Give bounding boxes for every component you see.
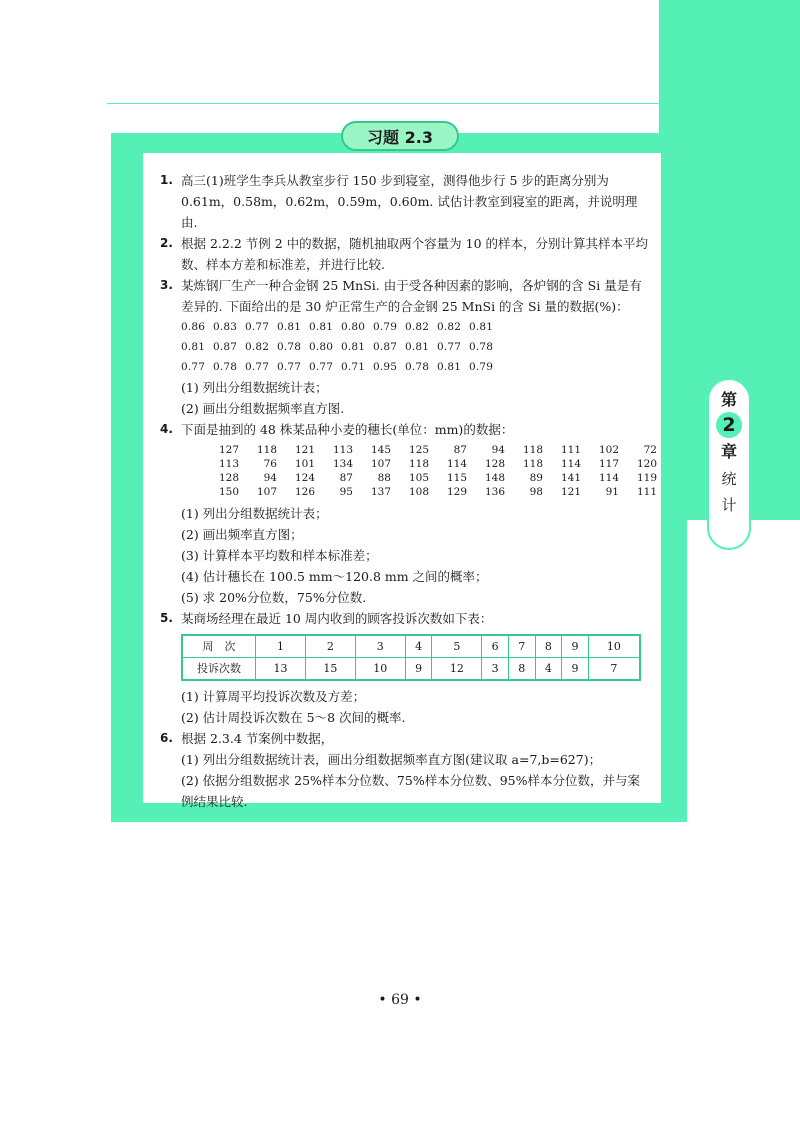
data-row (201, 443, 657, 457)
data-cell: 87 (453, 444, 467, 456)
table-cell: 2 (305, 635, 355, 658)
data-row (201, 485, 657, 499)
table-cell: 15 (305, 658, 355, 681)
data-cell: 0.81 (341, 341, 366, 353)
chapter-title: 统 计 (721, 470, 737, 514)
data-cell: 124 (294, 472, 315, 484)
data-cell: 76 (263, 458, 277, 470)
table-row (182, 635, 640, 658)
data-cell: 0.78 (213, 361, 238, 373)
data-cell: 0.81 (277, 321, 302, 333)
data-cell: 141 (560, 472, 581, 484)
data-cell: 137 (370, 486, 391, 498)
data-cell: 0.79 (373, 321, 398, 333)
table-cell: 3 (355, 635, 405, 658)
data-cell: 0.77 (437, 341, 462, 353)
question-text: 下面是抽到的 48 株某品种小麦的穗长(单位：mm)的数据： (181, 422, 514, 437)
data-row (201, 457, 657, 471)
table-cell: 12 (432, 658, 482, 681)
data-row (201, 471, 657, 485)
data-cell: 125 (408, 444, 429, 456)
sub-question: (2) 依据分组数据求 25%样本分位数、75%样本分位数、95%样本分位数，并与案例结果比较. (181, 773, 641, 809)
data-cell: 0.77 (245, 321, 270, 333)
data-cell: 87 (339, 472, 353, 484)
chapter-badge (707, 378, 751, 550)
question-number: 2. (160, 236, 173, 250)
data-cell: 0.82 (405, 321, 430, 333)
top-rule (107, 103, 687, 104)
data-cell: 94 (491, 444, 505, 456)
question-4 (160, 419, 657, 608)
sub-question: (2) 估计周投诉次数在 5～8 次间的概率. (181, 710, 406, 725)
data-row (181, 317, 650, 337)
si-content-data (181, 317, 650, 377)
sub-question: (4) 估计穗长在 100.5 mm～120.8 mm 之间的概率； (181, 569, 488, 584)
data-cell: 120 (636, 458, 657, 470)
chapter-label-bottom: 章 (720, 442, 737, 461)
data-cell: 101 (294, 458, 315, 470)
data-cell: 105 (408, 472, 429, 484)
data-cell: 136 (484, 486, 505, 498)
complaints-table (181, 634, 641, 681)
data-cell: 118 (408, 458, 429, 470)
data-cell: 114 (560, 458, 581, 470)
question-3 (160, 275, 650, 419)
chapter-number: 2 (716, 412, 742, 438)
data-cell: 107 (256, 486, 277, 498)
data-cell: 0.95 (373, 361, 398, 373)
question-number: 4. (160, 422, 173, 436)
table-cell: 9 (562, 658, 589, 681)
question-6 (160, 728, 650, 812)
data-cell: 88 (377, 472, 391, 484)
data-cell: 114 (446, 458, 467, 470)
question-text: 某商场经理在最近 10 周内收到的顾客投诉次数如下表： (181, 611, 493, 626)
data-cell: 150 (218, 486, 239, 498)
data-cell: 117 (598, 458, 619, 470)
data-cell: 0.82 (245, 341, 270, 353)
data-cell: 145 (370, 444, 391, 456)
data-cell: 95 (339, 486, 353, 498)
table-cell: 8 (508, 658, 535, 681)
data-cell: 98 (529, 486, 543, 498)
data-cell: 127 (218, 444, 239, 456)
data-cell: 72 (643, 444, 657, 456)
data-cell: 114 (598, 472, 619, 484)
data-cell: 108 (408, 486, 429, 498)
sub-question: (1) 列出分组数据统计表，画出分组数据频率直方图(建议取 a=7,b=627)； (181, 752, 602, 767)
data-cell: 0.83 (213, 321, 238, 333)
data-cell: 0.81 (181, 341, 206, 353)
data-row (181, 357, 650, 377)
question-text: 根据 2.3.4 节案例中数据， (181, 731, 334, 746)
data-cell: 118 (522, 458, 543, 470)
data-cell: 0.77 (245, 361, 270, 373)
exercise-title: 习题 2.3 (341, 121, 459, 151)
data-cell: 121 (560, 486, 581, 498)
sub-question: (1) 列出分组数据统计表； (181, 506, 328, 521)
table-cell: 10 (588, 635, 640, 658)
data-cell: 118 (522, 444, 543, 456)
sub-question: (1) 计算周平均投诉次数及方差； (181, 689, 366, 704)
sub-question: (5) 求 20%分位数，75%分位数. (181, 590, 367, 605)
data-cell: 0.81 (309, 321, 334, 333)
data-cell: 118 (256, 444, 277, 456)
data-cell: 0.86 (181, 321, 206, 333)
question-number: 6. (160, 731, 173, 745)
question-text: 根据 2.2.2 节例 2 中的数据，随机抽取两个容量为 10 的样本，分别计算其样本平均数、样本方差和标准差，并进行比较. (181, 236, 649, 272)
data-cell: 0.80 (341, 321, 366, 333)
data-cell: 0.78 (405, 361, 430, 373)
question-5 (160, 608, 650, 728)
data-cell: 128 (484, 458, 505, 470)
table-cell: 1 (256, 635, 306, 658)
data-cell: 0.81 (437, 361, 462, 373)
data-cell: 134 (332, 458, 353, 470)
data-cell: 0.78 (469, 341, 494, 353)
data-cell: 121 (294, 444, 315, 456)
table-cell: 7 (588, 658, 640, 681)
sub-question: (3) 计算样本平均数和样本标准差； (181, 548, 378, 563)
data-cell: 0.78 (277, 341, 302, 353)
data-cell: 111 (560, 444, 581, 456)
question-2 (160, 233, 650, 275)
question-1 (160, 170, 650, 233)
question-number: 3. (160, 278, 173, 292)
row-header: 周 次 (182, 635, 256, 658)
question-text: 某炼钢厂生产一种合金钢 25 MnSi. 由于受各种因素的影响，各炉钢的含 Si 量是有差异的. 下面给出的是 30 炉正常生产的合金钢 25 MnSi 的含 Si 量的数据(%)： (181, 278, 642, 314)
data-cell: 0.77 (277, 361, 302, 373)
data-cell: 0.79 (469, 361, 494, 373)
table-cell: 5 (432, 635, 482, 658)
table-row (182, 658, 640, 681)
data-cell: 107 (370, 458, 391, 470)
table-cell: 10 (355, 658, 405, 681)
data-cell: 129 (446, 486, 467, 498)
data-cell: 0.87 (213, 341, 238, 353)
data-cell: 111 (636, 486, 657, 498)
data-cell: 113 (332, 444, 353, 456)
table-cell: 4 (405, 635, 432, 658)
data-row (181, 337, 650, 357)
data-cell: 0.87 (373, 341, 398, 353)
table-cell: 9 (405, 658, 432, 681)
table-cell: 4 (535, 658, 562, 681)
question-text: 高三(1)班学生李兵从教室步行 150 步到寝室，测得他步行 5 步的距离分别为 0.61m，0.58m，0.62m，0.59m，0.60m. 试估计教室到寝室的距离，并说明理由. (181, 173, 638, 230)
table-cell: 6 (482, 635, 509, 658)
data-cell: 128 (218, 472, 239, 484)
page-number: • 69 • (378, 992, 422, 1008)
table-cell: 8 (535, 635, 562, 658)
table-cell: 9 (562, 635, 589, 658)
data-cell: 94 (263, 472, 277, 484)
table-cell: 7 (508, 635, 535, 658)
wheat-length-data (201, 443, 657, 499)
table-cell: 13 (256, 658, 306, 681)
question-number: 1. (160, 173, 173, 187)
sub-question: (1) 列出分组数据统计表； (181, 380, 328, 395)
data-cell: 115 (446, 472, 467, 484)
data-cell: 0.71 (341, 361, 366, 373)
data-cell: 0.77 (309, 361, 334, 373)
data-cell: 113 (218, 458, 239, 470)
sub-question: (2) 画出分组数据频率直方图. (181, 401, 345, 416)
data-cell: 0.80 (309, 341, 334, 353)
table-cell: 3 (482, 658, 509, 681)
data-cell: 119 (636, 472, 657, 484)
data-cell: 0.81 (469, 321, 494, 333)
data-cell: 126 (294, 486, 315, 498)
data-cell: 91 (605, 486, 619, 498)
data-cell: 0.82 (437, 321, 462, 333)
data-cell: 102 (598, 444, 619, 456)
row-header: 投诉次数 (182, 658, 256, 681)
exercise-content (160, 170, 657, 812)
chapter-label-top: 第 (720, 390, 737, 409)
data-cell: 148 (484, 472, 505, 484)
question-number: 5. (160, 611, 173, 625)
data-cell: 0.81 (405, 341, 430, 353)
data-cell: 0.77 (181, 361, 206, 373)
sub-question: (2) 画出频率直方图； (181, 527, 303, 542)
data-cell: 89 (529, 472, 543, 484)
